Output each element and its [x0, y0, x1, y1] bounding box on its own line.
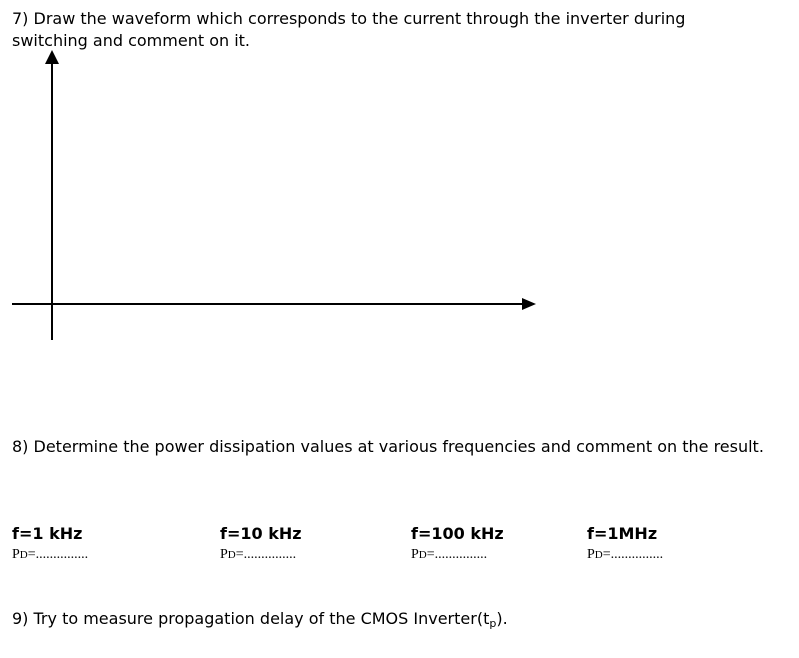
frequency-label: f=10 kHz [220, 524, 302, 543]
question-9-text: 9) Try to measure propagation delay of the CMOS $Inverter(t_p)$. [12, 609, 508, 630]
frequency-label: f=1 kHz [12, 524, 83, 543]
frequency-label: f=100 kHz [411, 524, 504, 543]
frequency-100khz [411, 524, 504, 564]
pd-blank-line: PD=............... [587, 547, 664, 562]
x-axis-arrowhead [522, 298, 536, 310]
frequency-1mhz [587, 524, 663, 564]
frequency-label: f=1MHz [587, 524, 658, 543]
frequency-10khz [220, 524, 302, 564]
pd-blank-line: PD=............... [12, 547, 89, 562]
pd-blank-line: PD=............... [220, 547, 297, 562]
frequency-1khz [12, 524, 88, 564]
pd-blank-line: PD=............... [411, 547, 488, 562]
question-8-text: 8) Determine the power dissipation values at various frequencies and comment on the result. [12, 437, 764, 456]
question-7-text: 7) Draw the waveform which corresponds to the current through the inverter during switching and comment on it. [12, 9, 686, 50]
y-axis-arrowhead [45, 50, 59, 64]
